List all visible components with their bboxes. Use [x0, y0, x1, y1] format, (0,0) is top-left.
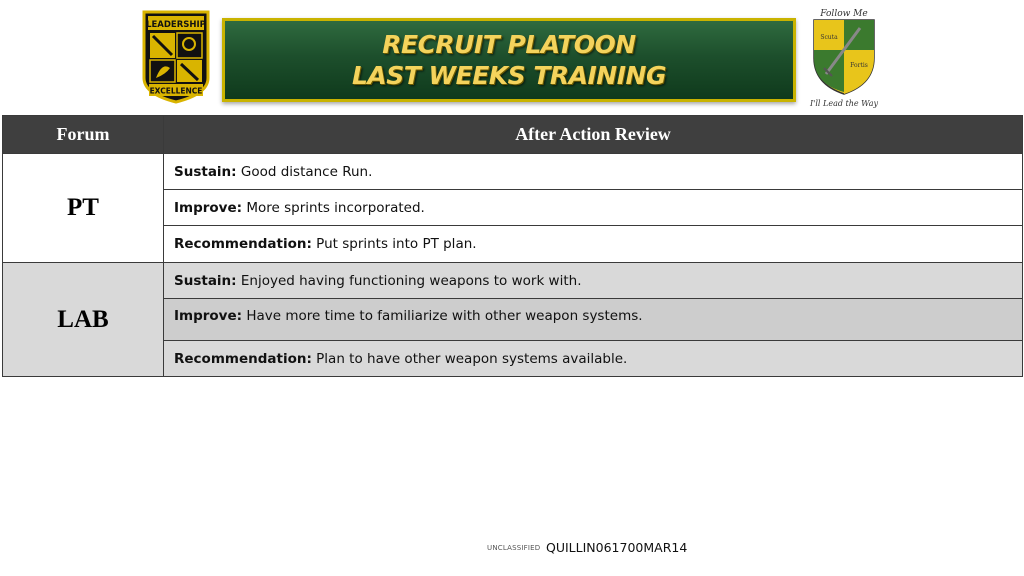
- review-text: Plan to have other weapon systems available.: [311, 350, 628, 367]
- forum-cell-lab: LAB: [3, 263, 164, 377]
- review-cell: [164, 263, 1023, 299]
- review-text: Enjoyed having functioning weapons to work with.: [236, 272, 582, 289]
- review-cell: [164, 190, 1023, 226]
- classification-marking: UNCLASSIFIED: [487, 544, 541, 552]
- column-header-forum: Forum: [3, 116, 164, 154]
- follow-me-logo: [804, 6, 884, 110]
- shield-top-text: Follow Me: [820, 9, 868, 19]
- review-key: Improve:: [174, 199, 243, 216]
- review-text: Put sprints into PT plan.: [311, 236, 477, 252]
- leadership-crest-icon: [140, 8, 212, 104]
- shield-bottom-text: I'll Lead the Way: [810, 99, 878, 108]
- column-header-review: After Action Review: [164, 116, 1023, 154]
- review-cell: [164, 341, 1023, 377]
- title-line-2: LAST WEEKS TRAINING: [352, 61, 666, 90]
- review-cell: [164, 226, 1023, 263]
- crest-bottom-text: EXCELLENCE: [149, 86, 203, 96]
- title-line-1: RECRUIT PLATOON: [382, 30, 636, 59]
- forum-cell-pt: PT: [3, 154, 164, 263]
- review-key: Improve:: [174, 308, 243, 324]
- follow-me-shield-icon: [804, 6, 884, 110]
- review-cell: [164, 154, 1023, 190]
- shield-left-field: Scuta: [820, 34, 838, 41]
- review-text: Have more time to familiarize with other weapon systems.: [242, 308, 643, 324]
- review-key: Sustain:: [174, 163, 237, 180]
- table-row: [3, 263, 1023, 299]
- shield-right-field: Fortis: [850, 62, 868, 69]
- review-text: Good distance Run.: [236, 163, 373, 180]
- review-key: Recommendation:: [174, 236, 312, 252]
- footer-dtg: QUILLIN061700MAR14: [546, 540, 688, 555]
- review-key: Recommendation:: [174, 350, 312, 367]
- review-key: Sustain:: [174, 272, 237, 289]
- table-row: [3, 154, 1023, 190]
- aar-table: [2, 115, 1023, 377]
- table-header-row: [3, 116, 1023, 154]
- review-text: More sprints incorporated.: [242, 199, 425, 216]
- leadership-excellence-logo: [140, 8, 212, 104]
- review-cell: [164, 299, 1023, 341]
- crest-top-text: LEADERSHIP: [146, 20, 206, 30]
- title-banner: [222, 18, 796, 102]
